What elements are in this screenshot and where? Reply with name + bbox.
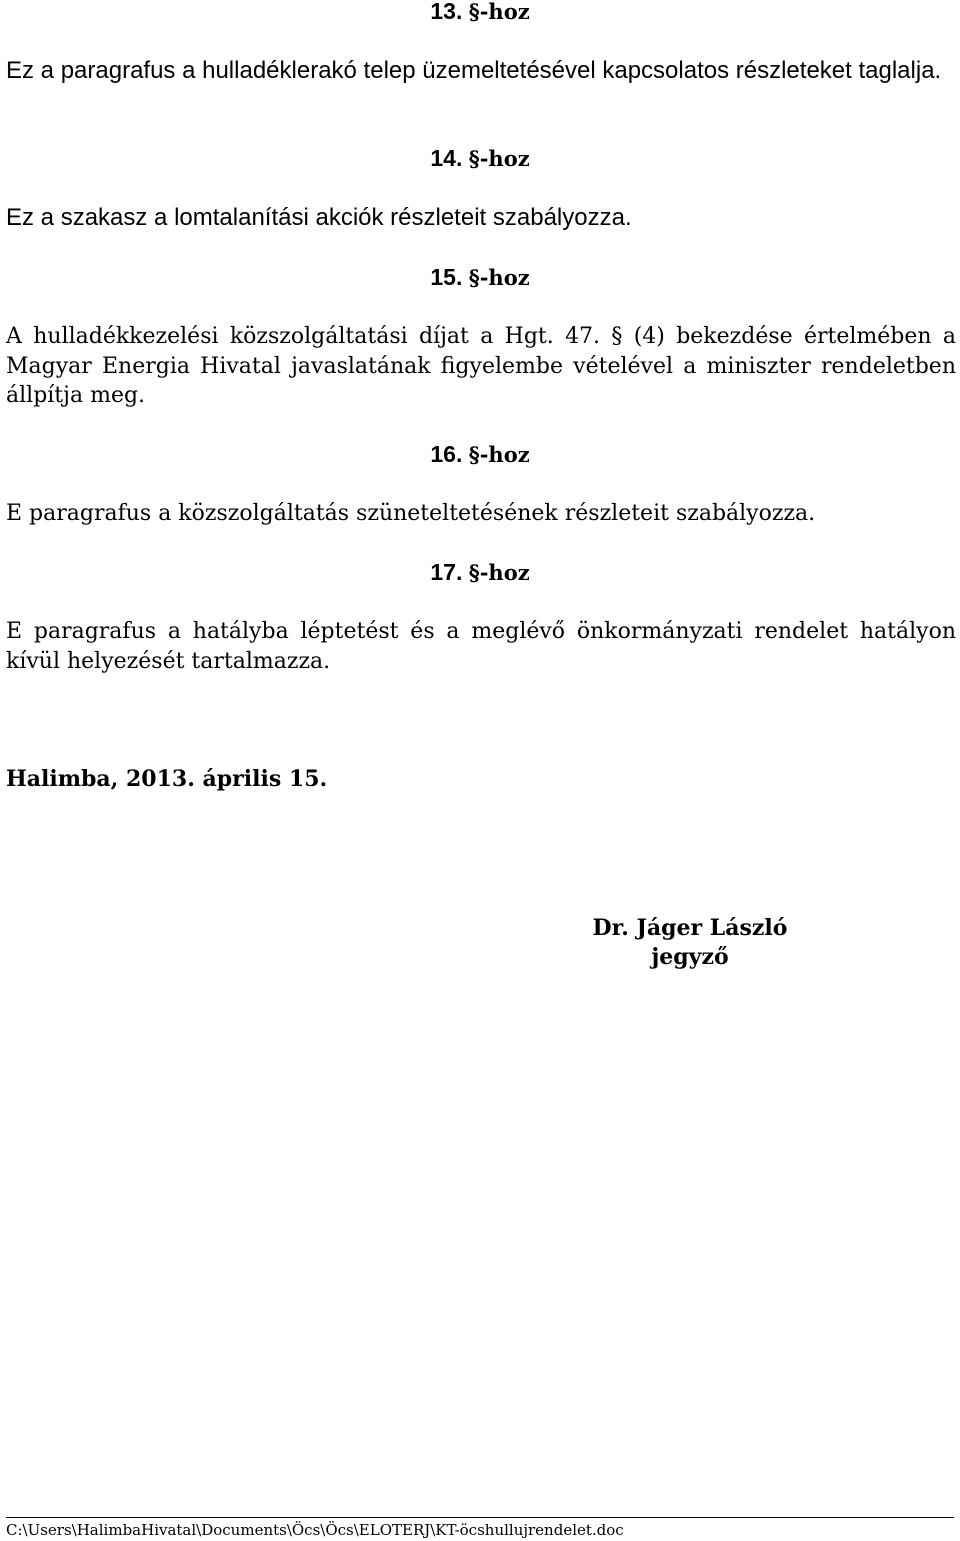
section-13-number: 13. bbox=[430, 0, 463, 24]
section-13-suffix: §-hoz bbox=[468, 0, 530, 24]
section-17-text: E paragrafus a hatályba léptetést és a meglévő önkormányzati rendelet hatályon kívül helyezését tartalmazza. bbox=[6, 619, 956, 674]
section-13-text: Ez a paragrafus a hulladéklerakó telep üzemeltetésével kapcsolatos részleteket taglalja. bbox=[6, 57, 942, 84]
section-14-suffix: §-hoz bbox=[468, 146, 530, 171]
section-15-number: 15. bbox=[430, 264, 463, 290]
section-16-number: 16. bbox=[430, 441, 463, 467]
section-14-text: Ez a szakasz a lomtalanítási akciók részleteit szabályozza. bbox=[6, 204, 632, 231]
section-15-text: A hulladékkezelési közszolgáltatási díjat a Hgt. 47. § (4) bekezdése értelmében a Magyar Energia Hivatal javaslatának figyelembe vételével a miniszter rendeletben állpítja meg. bbox=[6, 324, 956, 408]
section-15-suffix: §-hoz bbox=[468, 265, 530, 290]
section-16-heading bbox=[0, 439, 960, 470]
section-17-suffix: §-hoz bbox=[468, 560, 530, 585]
footer-divider bbox=[6, 1517, 954, 1518]
section-17-number: 17. bbox=[430, 559, 463, 585]
section-15-heading bbox=[0, 262, 960, 293]
footer-file-path: C:\Users\HalimbaHivatal\Documents\Öcs\Öcs\ELOTERJ\KT-öcshullujrendelet.doc bbox=[6, 1521, 624, 1539]
section-17-heading bbox=[0, 557, 960, 588]
signature-title: jegyző bbox=[651, 944, 729, 970]
section-16-text: E paragrafus a közszolgáltatás szüneteltetésének részleteit szabályozza. bbox=[6, 501, 816, 526]
place-date: Halimba, 2013. április 15. bbox=[6, 766, 328, 792]
section-13-heading bbox=[0, 0, 960, 27]
signature-name: Dr. Jáger László bbox=[592, 915, 788, 941]
section-14-heading bbox=[0, 143, 960, 174]
section-16-suffix: §-hoz bbox=[468, 442, 530, 467]
section-14-number: 14. bbox=[430, 145, 463, 171]
